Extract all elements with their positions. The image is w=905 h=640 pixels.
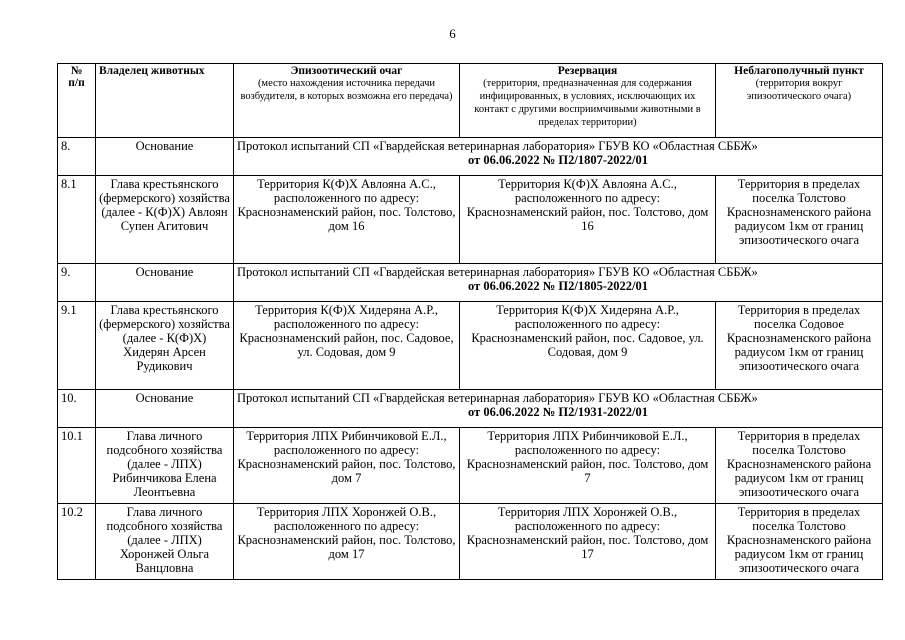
reservation-cell: Территория ЛПХ Хоронжей О.В., расположенного по адресу: Краснознаменский район, пос. Толстово, дом 17	[460, 504, 716, 580]
basis-label: Основание	[96, 264, 234, 302]
reservation-cell: Территория ЛПХ Рибинчиковой Е.Л., расположенного по адресу: Краснознаменский район, пос. Толстово, дом 7	[460, 428, 716, 504]
basis-row	[58, 138, 883, 176]
row-number: 9.	[58, 264, 96, 302]
unfavorable-cell: Территория в пределах поселка Толстово Краснознаменского района радиусом 1км от границ эпизоотического очага	[716, 504, 883, 580]
basis-protocol	[234, 264, 883, 302]
row-number: 8.	[58, 138, 96, 176]
protocol-date: от 06.06.2022 № П2/1931-2022/01	[468, 405, 648, 419]
header-focus-sub: (место нахождения источника передачи возбудителя, в которых возможна его передача)	[240, 78, 453, 102]
header-owner: Владелец животных	[96, 64, 234, 138]
basis-row	[58, 264, 883, 302]
focus-cell: Территория ЛПХ Хоронжей О.В., расположенного по адресу: Краснознаменский район, пос. Толстово, дом 17	[234, 504, 460, 580]
reservation-cell: Территория К(Ф)Х Хидеряна А.Р., расположенного по адресу: Краснознаменский район, пос. Садовое, ул. Содовая, дом 9	[460, 302, 716, 390]
table-header-row	[58, 64, 883, 138]
unfavorable-cell: Территория в пределах поселка Содовое Краснознаменского района радиусом 1км от границ эпизоотического очага	[716, 302, 883, 390]
header-num: № п/п	[58, 64, 96, 138]
protocol-date: от 06.06.2022 № П2/1807-2022/01	[468, 153, 648, 167]
unfavorable-cell: Территория в пределах поселка Толстово Краснознаменского района радиусом 1км от границ эпизоотического очага	[716, 176, 883, 264]
protocol-line: Протокол испытаний СП «Гвардейская ветеринарная лаборатория» ГБУВ КО «Областная СББЖ»	[237, 139, 758, 153]
owner-cell: Глава крестьянского (фермерского) хозяйства (далее - К(Ф)Х) Хидерян Арсен Рудикович	[96, 302, 234, 390]
header-focus: Эпизоотический очаг (место нахождения источника передачи возбудителя, в которых возможна его передача)	[234, 64, 460, 138]
protocol-line: Протокол испытаний СП «Гвардейская ветеринарная лаборатория» ГБУВ КО «Областная СББЖ»	[237, 391, 758, 405]
basis-row	[58, 390, 883, 428]
header-unfavorable-point: Неблагополучный пункт (территория вокруг эпизоотического очага)	[716, 64, 883, 138]
protocol-date: от 06.06.2022 № П2/1805-2022/01	[468, 279, 648, 293]
focus-cell: Территория К(Ф)Х Авлояна А.С., расположенного по адресу: Краснознаменский район, пос. Толстово, дом 16	[234, 176, 460, 264]
table-row	[58, 428, 883, 504]
protocol-line: Протокол испытаний СП «Гвардейская ветеринарная лаборатория» ГБУВ КО «Областная СББЖ»	[237, 265, 758, 279]
row-number: 8.1	[58, 176, 96, 264]
owner-cell: Глава личного подсобного хозяйства (далее - ЛПХ) Хоронжей Ольга Ванцловна	[96, 504, 234, 580]
row-number: 10.1	[58, 428, 96, 504]
focus-cell: Территория К(Ф)Х Хидеряна А.Р., расположенного по адресу: Краснознаменский район, пос. Садовое, ул. Содовая, дом 9	[234, 302, 460, 390]
row-number: 10.2	[58, 504, 96, 580]
row-number: 10.	[58, 390, 96, 428]
basis-protocol	[234, 390, 883, 428]
owner-cell: Глава личного подсобного хозяйства (далее - ЛПХ) Рибинчикова Елена Леонтьевна	[96, 428, 234, 504]
basis-protocol	[234, 138, 883, 176]
header-reservation: Резервация (территория, предназначенная для содержания инфицированных, в условиях, исключающих их контакт с другими восприимчивыми животными в пределах территории)	[460, 64, 716, 138]
owner-cell: Глава крестьянского (фермерского) хозяйства (далее - К(Ф)Х) Авлоян Супен Агитович	[96, 176, 234, 264]
epizootic-table	[57, 63, 883, 580]
table-row	[58, 176, 883, 264]
unfavorable-cell: Территория в пределах поселка Толстово Краснознаменского района радиусом 1км от границ эпизоотического очага	[716, 428, 883, 504]
basis-label: Основание	[96, 138, 234, 176]
header-unfav-sub: (территория вокруг эпизоотического очага)	[746, 78, 852, 102]
page-number: 6	[449, 26, 456, 41]
row-number: 9.1	[58, 302, 96, 390]
basis-label: Основание	[96, 390, 234, 428]
table-row	[58, 302, 883, 390]
reservation-cell: Территория К(Ф)Х Авлояна А.С., расположенного по адресу: Краснознаменский район, пос. Толстово, дом 16	[460, 176, 716, 264]
focus-cell: Территория ЛПХ Рибинчиковой Е.Л., расположенного по адресу: Краснознаменский район, пос. Толстово, дом 7	[234, 428, 460, 504]
table-row	[58, 504, 883, 580]
header-reservation-sub: (территория, предназначенная для содержания инфицированных, в условиях, исключающих их контакт с другими восприимчивыми животными в пределах территории)	[474, 78, 701, 128]
